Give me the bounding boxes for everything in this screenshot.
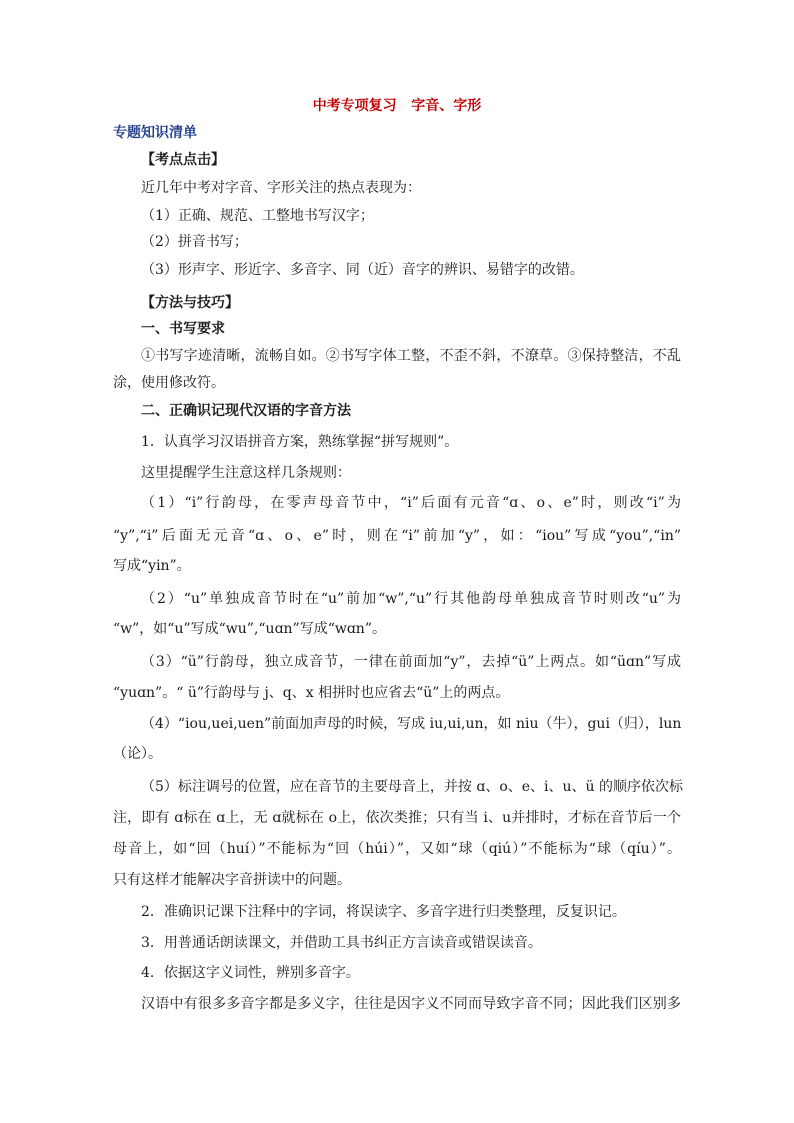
rule-1-line-3: 写成“yin”。 bbox=[113, 558, 191, 574]
rule-4-line-2: （论）。 bbox=[113, 746, 162, 762]
rule-2-line-1: （2）“u”单独成音节时在“u”前加“w”,“u”行其他韵母单独成音节时则改“u”为 bbox=[141, 591, 681, 607]
rule-5-line-3: 母音上，如“回（huí）”不能标为“回（húi）”，又如“球（qiú）”不能标为“球（qíu）”。 bbox=[113, 841, 681, 857]
rule-5-line-2: 注，即有 ɑ标在 ɑ上，无 ɑ就标在 o上，依次类推；只有当 i、u并排时，才标在音节后一个 bbox=[113, 810, 681, 826]
paragraph-rules-intro: 这里提醒学生注意这样几条规则： bbox=[141, 465, 351, 481]
rule-3-line-2: “yuɑn”。“ ü”行韵母与 j、q、x 相拼时也应省去“ü”上的两点。 bbox=[113, 685, 510, 701]
kaodian-item-3: （3）形声字、形近字、多音字、同（近）音字的辨识、易错字的改错。 bbox=[141, 262, 584, 278]
paragraph-5: 汉语中有很多多音字都是多义字，往往是因字义不同而导致字音不同；因此我们区别多 bbox=[141, 996, 681, 1012]
rule-2-line-2: “w”，如“u”写成“wu”,“uɑn”写成“wɑn”。 bbox=[113, 621, 386, 637]
paragraph-3: 3．用普通话朗读课文，并借助工具书纠正方言读音或错误读音。 bbox=[141, 935, 542, 951]
fangfa-heading: 【方法与技巧】 bbox=[141, 295, 239, 311]
section-heading: 专题知识清单 bbox=[113, 125, 197, 141]
rule-5-line-4: 只有这样才能解决字音拼读中的问题。 bbox=[113, 872, 351, 888]
heading-writing-requirements: 一、书写要求 bbox=[141, 321, 225, 337]
document-title: 中考专项复习 字音、字形 bbox=[312, 98, 482, 114]
rule-5-line-1: （5）标注调号的位置，应在音节的主要母音上，并按 ɑ、o、e、i、u、ü 的顺序依次标 bbox=[141, 779, 683, 795]
paragraph-2: 2．准确识记课下注释中的字词，将误读字、多音字进行归类整理，反复识记。 bbox=[141, 904, 626, 920]
rule-1-line-1: （1）“i”行韵母，在零声母音节中，“i”后面有元音“ɑ、o、e”时，则改“i”为 bbox=[141, 495, 681, 511]
rule-4-line-1: （4）“iou,uei,uen”前面加声母的时候，写成 iu,ui,un，如 niu（牛），gui（归），lun bbox=[141, 716, 682, 732]
rule-3-line-1: （3）“ü”行韵母，独立成音节，一律在前面加“y”，去掉“ü”上两点。如“üɑn”写成 bbox=[141, 654, 681, 670]
paragraph-writing-line-2: 涂，使用修改符。 bbox=[113, 375, 225, 391]
kaodian-item-1: （1）正确、规范、工整地书写汉字； bbox=[141, 208, 374, 224]
rule-1-line-2: “y”,“i”后面无元音“ɑ、o、e”时，则在“i”前加“y”，如：“iou”写成“you”,“in” bbox=[113, 528, 681, 544]
heading-pronunciation-methods: 二、正确识记现代汉语的字音方法 bbox=[141, 403, 351, 419]
paragraph-1: 1．认真学习汉语拼音方案，熟练掌握“拼写规则”。 bbox=[141, 434, 459, 450]
paragraph-4: 4．依据这字义词性，辨别多音字。 bbox=[141, 965, 360, 981]
kaodian-heading: 【考点点击】 bbox=[141, 152, 225, 168]
paragraph-writing-line-1: ①书写字迹清晰，流畅自如。②书写字体工整，不歪不斜，不潦草。③保持整洁，不乱 bbox=[141, 348, 681, 364]
kaodian-item-2: （2）拼音书写； bbox=[141, 234, 248, 250]
kaodian-intro: 近几年中考对字音、字形关注的热点表现为： bbox=[141, 180, 421, 196]
